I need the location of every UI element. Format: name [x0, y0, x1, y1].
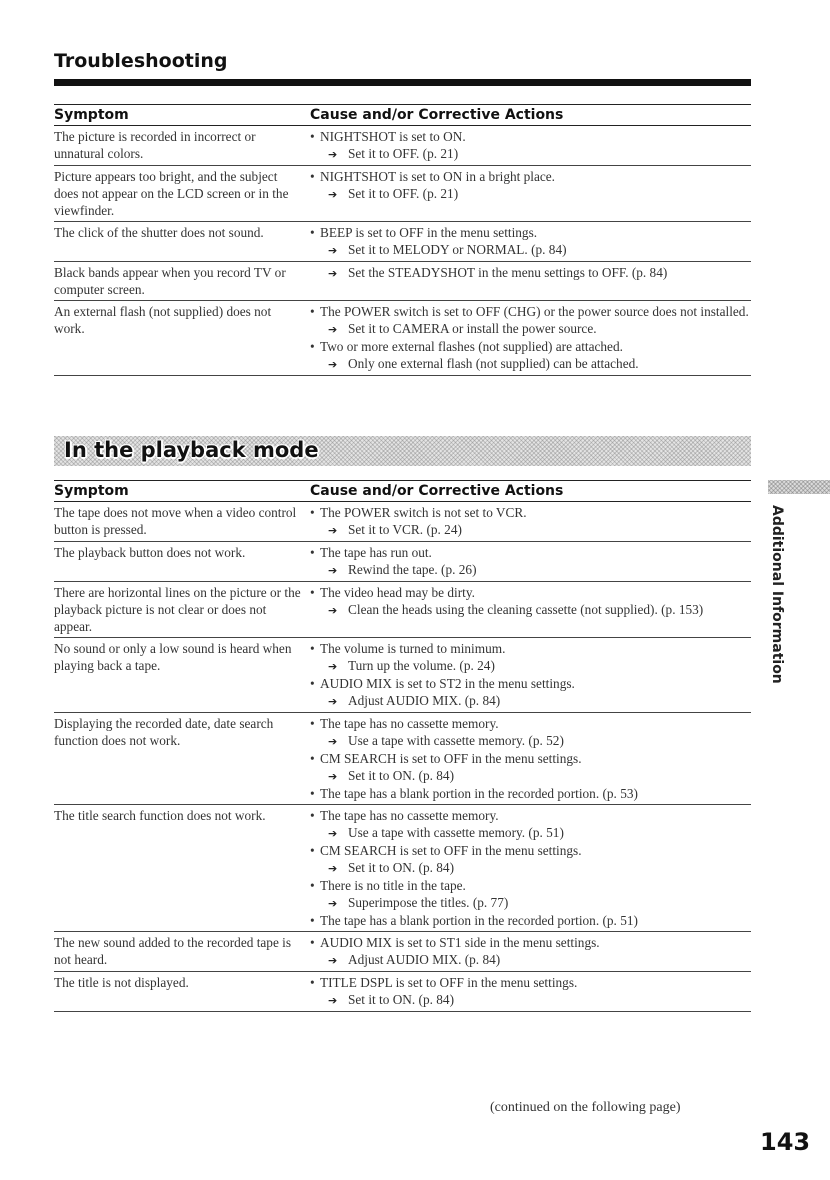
bullet-icon: • [310, 975, 315, 990]
cause-text: The tape has a blank portion in the recorded portion. (p. 51) [320, 913, 638, 928]
table-header [54, 104, 751, 126]
symptom-cell: Black bands appear when you record TV or computer screen. [54, 265, 286, 297]
cause-item [310, 168, 751, 185]
bullet-icon: • [310, 129, 315, 144]
arrow-right-icon: ➔ [328, 604, 338, 617]
cause-item [310, 224, 751, 241]
symptom-cell: Displaying the recorded date, date search function does not work. [54, 716, 274, 748]
cause-item [310, 934, 751, 951]
cause-cell [310, 168, 751, 219]
bullet-icon: • [310, 545, 315, 560]
cause-cell [310, 303, 751, 373]
symptom-cell: The new sound added to the recorded tape is not heard. [54, 935, 292, 967]
cause-item [310, 504, 751, 521]
cause-text: AUDIO MIX is set to ST1 side in the menu settings. [320, 935, 600, 950]
corrective-action [310, 145, 751, 163]
corrective-action [310, 767, 751, 785]
bullet-icon: • [310, 751, 315, 766]
arrow-right-icon: ➔ [328, 660, 338, 673]
table-row [54, 301, 751, 376]
cause-text: AUDIO MIX is set to ST2 in the menu settings. [320, 676, 575, 691]
arrow-right-icon: ➔ [328, 695, 338, 708]
action-text: Rewind the tape. (p. 26) [348, 562, 477, 577]
cause-text: TITLE DSPL is set to OFF in the menu settings. [320, 975, 578, 990]
arrow-right-icon: ➔ [328, 148, 338, 161]
symptom-cell: Picture appears too bright, and the subject does not appear on the LCD screen or in the viewfinder. [54, 169, 289, 218]
cause-item [310, 785, 751, 802]
arrow-right-icon: ➔ [328, 188, 338, 201]
table-row [54, 542, 751, 582]
bullet-icon: • [310, 935, 315, 950]
cause-header: Cause and/or Corrective Actions [310, 107, 564, 123]
table-row [54, 582, 751, 638]
cause-text: NIGHTSHOT is set to ON in a bright place. [320, 169, 556, 184]
side-section-label: Additional Information [769, 505, 785, 684]
cause-text: CM SEARCH is set to OFF in the menu settings. [320, 843, 582, 858]
cause-cell [310, 504, 751, 539]
cause-item [310, 912, 751, 929]
corrective-action [310, 561, 751, 579]
cause-text: BEEP is set to OFF in the menu settings. [320, 225, 538, 240]
symptom-cell: The title search function does not work. [54, 808, 266, 823]
bullet-icon: • [310, 808, 315, 823]
corrective-action [310, 264, 751, 282]
symptom-cell: No sound or only a low sound is heard when playing back a tape. [54, 641, 292, 673]
arrow-right-icon: ➔ [328, 897, 338, 910]
cause-cell [310, 224, 751, 259]
cause-cell [310, 544, 751, 579]
corrective-action [310, 732, 751, 750]
page-number: 143 [760, 1128, 811, 1156]
corrective-action [310, 185, 751, 203]
corrective-action [310, 859, 751, 877]
cause-item [310, 974, 751, 991]
cause-item [310, 842, 751, 859]
arrow-right-icon: ➔ [328, 954, 338, 967]
action-text: Adjust AUDIO MIX. (p. 84) [348, 693, 501, 708]
symptom-header: Symptom [54, 483, 129, 499]
title-rule [54, 79, 751, 86]
action-text: Use a tape with cassette memory. (p. 52) [348, 733, 564, 748]
page-title: Troubleshooting [54, 50, 228, 72]
action-text: Set it to ON. (p. 84) [348, 860, 454, 875]
action-text: Clean the heads using the cleaning cassette (not supplied). (p. 153) [348, 602, 704, 617]
arrow-right-icon: ➔ [328, 735, 338, 748]
table-row [54, 713, 751, 805]
cause-item [310, 807, 751, 824]
arrow-right-icon: ➔ [328, 770, 338, 783]
symptom-cell: The title is not displayed. [54, 975, 189, 990]
arrow-right-icon: ➔ [328, 323, 338, 336]
bullet-icon: • [310, 304, 315, 319]
bullet-icon: • [310, 641, 315, 656]
bullet-icon: • [310, 505, 315, 520]
cause-text: The POWER switch is set to OFF (CHG) or the power source does not installed. [320, 304, 749, 319]
corrective-action [310, 241, 751, 259]
bullet-icon: • [310, 585, 315, 600]
cause-item [310, 675, 751, 692]
cause-cell [310, 128, 751, 163]
symptom-cell: The playback button does not work. [54, 545, 246, 560]
cause-item [310, 303, 751, 320]
corrective-action [310, 355, 751, 373]
bullet-icon: • [310, 878, 315, 893]
symptom-cell: The tape does not move when a video control button is pressed. [54, 505, 297, 537]
table-row [54, 502, 751, 542]
table-row [54, 126, 751, 166]
table-row [54, 222, 751, 262]
action-text: Only one external flash (not supplied) can be attached. [348, 356, 639, 371]
symptom-cell: There are horizontal lines on the picture or the playback picture is not clear or does not appear. [54, 585, 301, 634]
table-row [54, 638, 751, 713]
corrective-action [310, 657, 751, 675]
arrow-right-icon: ➔ [328, 564, 338, 577]
cause-cell [310, 264, 751, 298]
cause-item [310, 640, 751, 657]
action-text: Set it to ON. (p. 84) [348, 768, 454, 783]
table-row [54, 262, 751, 301]
cause-item [310, 338, 751, 355]
cause-cell [310, 934, 751, 969]
bullet-icon: • [310, 843, 315, 858]
cause-cell [310, 715, 751, 802]
cause-text: The volume is turned to minimum. [320, 641, 506, 656]
cause-text: The tape has run out. [320, 545, 432, 560]
table-header [54, 480, 751, 502]
table-row [54, 932, 751, 972]
action-text: Use a tape with cassette memory. (p. 51) [348, 825, 564, 840]
bullet-icon: • [310, 913, 315, 928]
section-banner [54, 436, 751, 466]
table-row [54, 972, 751, 1012]
cause-item [310, 715, 751, 732]
action-text: Adjust AUDIO MIX. (p. 84) [348, 952, 501, 967]
cause-text: The tape has no cassette memory. [320, 808, 499, 823]
bullet-icon: • [310, 676, 315, 691]
corrective-action [310, 824, 751, 842]
cause-text: The tape has a blank portion in the recorded portion. (p. 53) [320, 786, 638, 801]
corrective-action [310, 951, 751, 969]
bullet-icon: • [310, 716, 315, 731]
bullet-icon: • [310, 786, 315, 801]
corrective-action [310, 320, 751, 338]
cause-text: NIGHTSHOT is set to ON. [320, 129, 466, 144]
cause-item [310, 750, 751, 767]
cause-text: There is no title in the tape. [320, 878, 466, 893]
corrective-action [310, 521, 751, 539]
bullet-icon: • [310, 225, 315, 240]
action-text: Set it to VCR. (p. 24) [348, 522, 462, 537]
arrow-right-icon: ➔ [328, 244, 338, 257]
cause-cell [310, 584, 751, 635]
cause-cell [310, 974, 751, 1009]
cause-cell [310, 640, 751, 710]
symptom-cell: The click of the shutter does not sound. [54, 225, 264, 240]
action-text: Set it to OFF. (p. 21) [348, 186, 459, 201]
troubleshooting-table-recording [54, 104, 751, 376]
action-text: Turn up the volume. (p. 24) [348, 658, 495, 673]
arrow-right-icon: ➔ [328, 524, 338, 537]
cause-cell [310, 807, 751, 929]
continued-note: (continued on the following page) [490, 1100, 681, 1115]
symptom-header: Symptom [54, 107, 129, 123]
arrow-right-icon: ➔ [328, 994, 338, 1007]
cause-text: The video head may be dirty. [320, 585, 475, 600]
arrow-right-icon: ➔ [328, 267, 338, 280]
cause-header: Cause and/or Corrective Actions [310, 483, 564, 499]
cause-item [310, 544, 751, 561]
corrective-action [310, 991, 751, 1009]
symptom-cell: An external flash (not supplied) does not work. [54, 304, 272, 336]
arrow-right-icon: ➔ [328, 827, 338, 840]
arrow-right-icon: ➔ [328, 862, 338, 875]
cause-item [310, 877, 751, 894]
corrective-action [310, 692, 751, 710]
cause-text: The POWER switch is not set to VCR. [320, 505, 527, 520]
table-row [54, 805, 751, 932]
cause-item [310, 584, 751, 601]
action-text: Set it to CAMERA or install the power source. [348, 321, 597, 336]
action-text: Set the STEADYSHOT in the menu settings to OFF. (p. 84) [348, 265, 668, 280]
cause-item [310, 128, 751, 145]
troubleshooting-table-playback [54, 480, 751, 1012]
side-tab-marker [768, 480, 830, 494]
bullet-icon: • [310, 169, 315, 184]
section-title: In the playback mode [64, 438, 319, 462]
symptom-cell: The picture is recorded in incorrect or unnatural colors. [54, 129, 256, 161]
bullet-icon: • [310, 339, 315, 354]
corrective-action [310, 601, 751, 619]
action-text: Superimpose the titles. (p. 77) [348, 895, 509, 910]
table-row [54, 166, 751, 222]
cause-text: Two or more external flashes (not supplied) are attached. [320, 339, 623, 354]
cause-text: The tape has no cassette memory. [320, 716, 499, 731]
arrow-right-icon: ➔ [328, 358, 338, 371]
action-text: Set it to OFF. (p. 21) [348, 146, 459, 161]
action-text: Set it to ON. (p. 84) [348, 992, 454, 1007]
action-text: Set it to MELODY or NORMAL. (p. 84) [348, 242, 567, 257]
corrective-action [310, 894, 751, 912]
cause-text: CM SEARCH is set to OFF in the menu settings. [320, 751, 582, 766]
